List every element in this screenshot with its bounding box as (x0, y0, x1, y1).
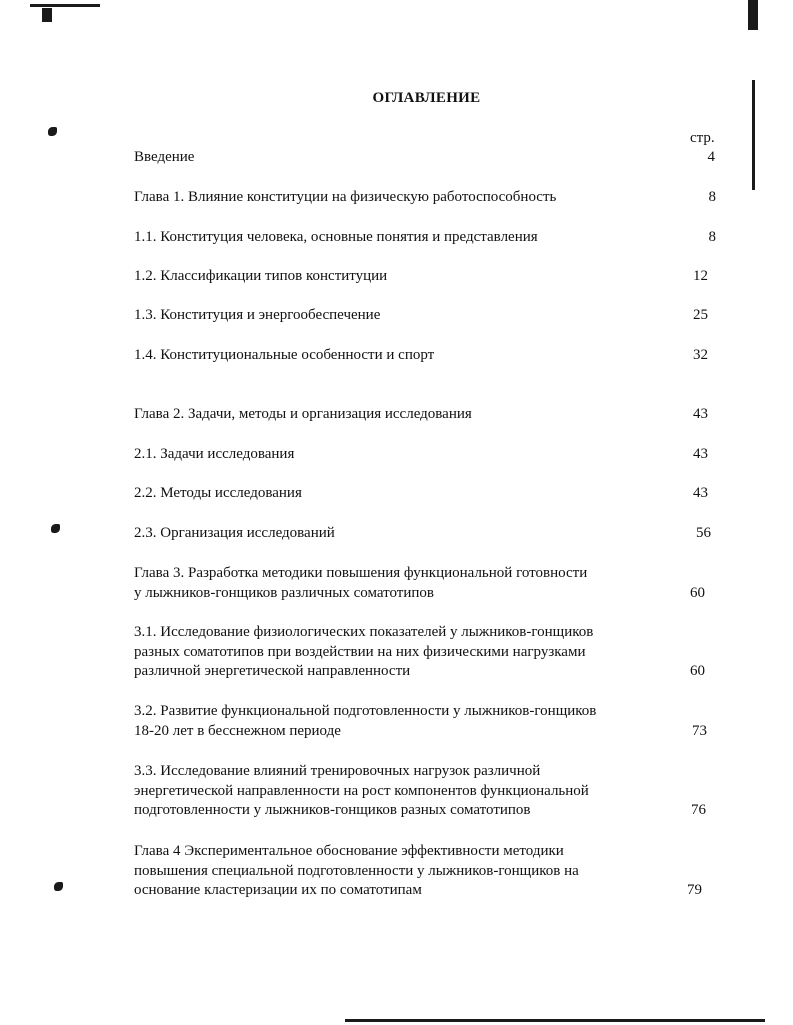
toc-entry-line: Глава 1. Влияние конституции на физическую работоспособность (134, 189, 557, 205)
page-column-label: стр. (690, 130, 715, 146)
toc-entry-title (134, 762, 679, 821)
toc-entry-title (134, 148, 679, 168)
scan-mark-top-left-2 (42, 8, 52, 22)
scan-blob-1 (48, 127, 57, 136)
toc-entry-line: 3.2. Развитие функциональной подготовленности у лыжников-гонщиков (134, 703, 597, 719)
toc-entry-line: 2.3. Организация исследований (134, 525, 335, 541)
toc-entry-title (134, 842, 679, 901)
toc-page-number: 73 (692, 722, 707, 739)
toc-entry-line: 1.4. Конституциональные особенности и спорт (134, 347, 435, 363)
toc-entry-line: 3.1. Исследование физиологических показателей у лыжников-гонщиков (134, 624, 594, 640)
toc-entry-line: Введение (134, 149, 195, 165)
toc-entry-title (134, 306, 679, 326)
toc-entry-title (134, 702, 679, 741)
toc-page-number: 8 (708, 229, 716, 245)
toc-entry-line: повышения специальной подготовленности у лыжников-гонщиков на (134, 862, 579, 879)
toc-entry-title (134, 188, 679, 208)
toc-entry-line: 18-20 лет в бесснежном периоде (134, 722, 341, 739)
toc-entry-line: 1.2. Классификации типов конституции (134, 268, 388, 284)
toc-page-number: 43 (693, 406, 708, 422)
toc-page-number: 60 (690, 663, 705, 679)
toc-page-number: 43 (693, 446, 708, 462)
toc-entry-title (134, 445, 679, 465)
toc-entry-line: энергетической направленности на рост компонентов функциональной (134, 782, 589, 799)
scan-blob-2 (51, 524, 60, 533)
toc-entry-title (134, 405, 679, 425)
toc-entry-line: 2.2. Методы исследования (134, 485, 302, 501)
toc-page-number: 32 (693, 347, 708, 363)
toc-entry-line: Глава 2. Задачи, методы и организация исследования (134, 406, 472, 422)
toc-entry-title (134, 484, 679, 504)
toc-entry-line: 2.1. Задачи исследования (134, 446, 295, 462)
toc-page-number: 76 (691, 802, 706, 818)
toc-page-number: 4 (707, 149, 715, 165)
toc-page-number: 43 (693, 485, 708, 501)
toc-entry-line: 3.3. Исследование влияний тренировочных нагрузок различной (134, 763, 541, 779)
toc-entry-line: подготовленности у лыжников-гонщиков разных соматотипов (134, 802, 531, 818)
toc-entry-line: основание кластеризации их по соматотипам (134, 882, 422, 898)
toc-entry-line: Глава 4 Экспериментальное обоснование эффективности методики (134, 843, 564, 859)
toc-entry-line: 1.3. Конституция и энергообеспечение (134, 307, 381, 323)
toc-entry-line: разных соматотипов при воздействии на них физическими нагрузками (134, 643, 586, 660)
toc-entry-line: у лыжников-гонщиков различных соматотипов (134, 584, 434, 601)
toc-entry-line: различной энергетической направленности (134, 663, 411, 679)
toc-entry-title (134, 564, 679, 603)
toc-entry-title (134, 623, 679, 682)
toc-page-number: 60 (690, 584, 705, 601)
toc-page-number: 25 (693, 307, 708, 323)
toc-entry-title (134, 524, 679, 544)
toc-entry-line: Глава 3. Разработка методики повышения функциональной готовности (134, 565, 588, 581)
toc-page-number: 8 (708, 189, 716, 205)
page-title: ОГЛАВЛЕНИЕ (372, 90, 481, 106)
toc-page-number: 12 (693, 268, 708, 284)
scan-mark-top-left (30, 4, 100, 7)
toc-entry-line: 1.1. Конституция человека, основные понятия и представления (134, 229, 538, 245)
toc-page-number: 56 (696, 525, 711, 541)
scan-mark-bottom-edge (345, 1019, 765, 1022)
toc-entry-title (134, 346, 679, 366)
scan-blob-3 (54, 882, 63, 891)
toc-entry-title (134, 228, 679, 248)
toc-page-number: 79 (687, 882, 702, 898)
scan-mark-right-edge (748, 0, 758, 30)
toc-entry-title (134, 267, 679, 287)
